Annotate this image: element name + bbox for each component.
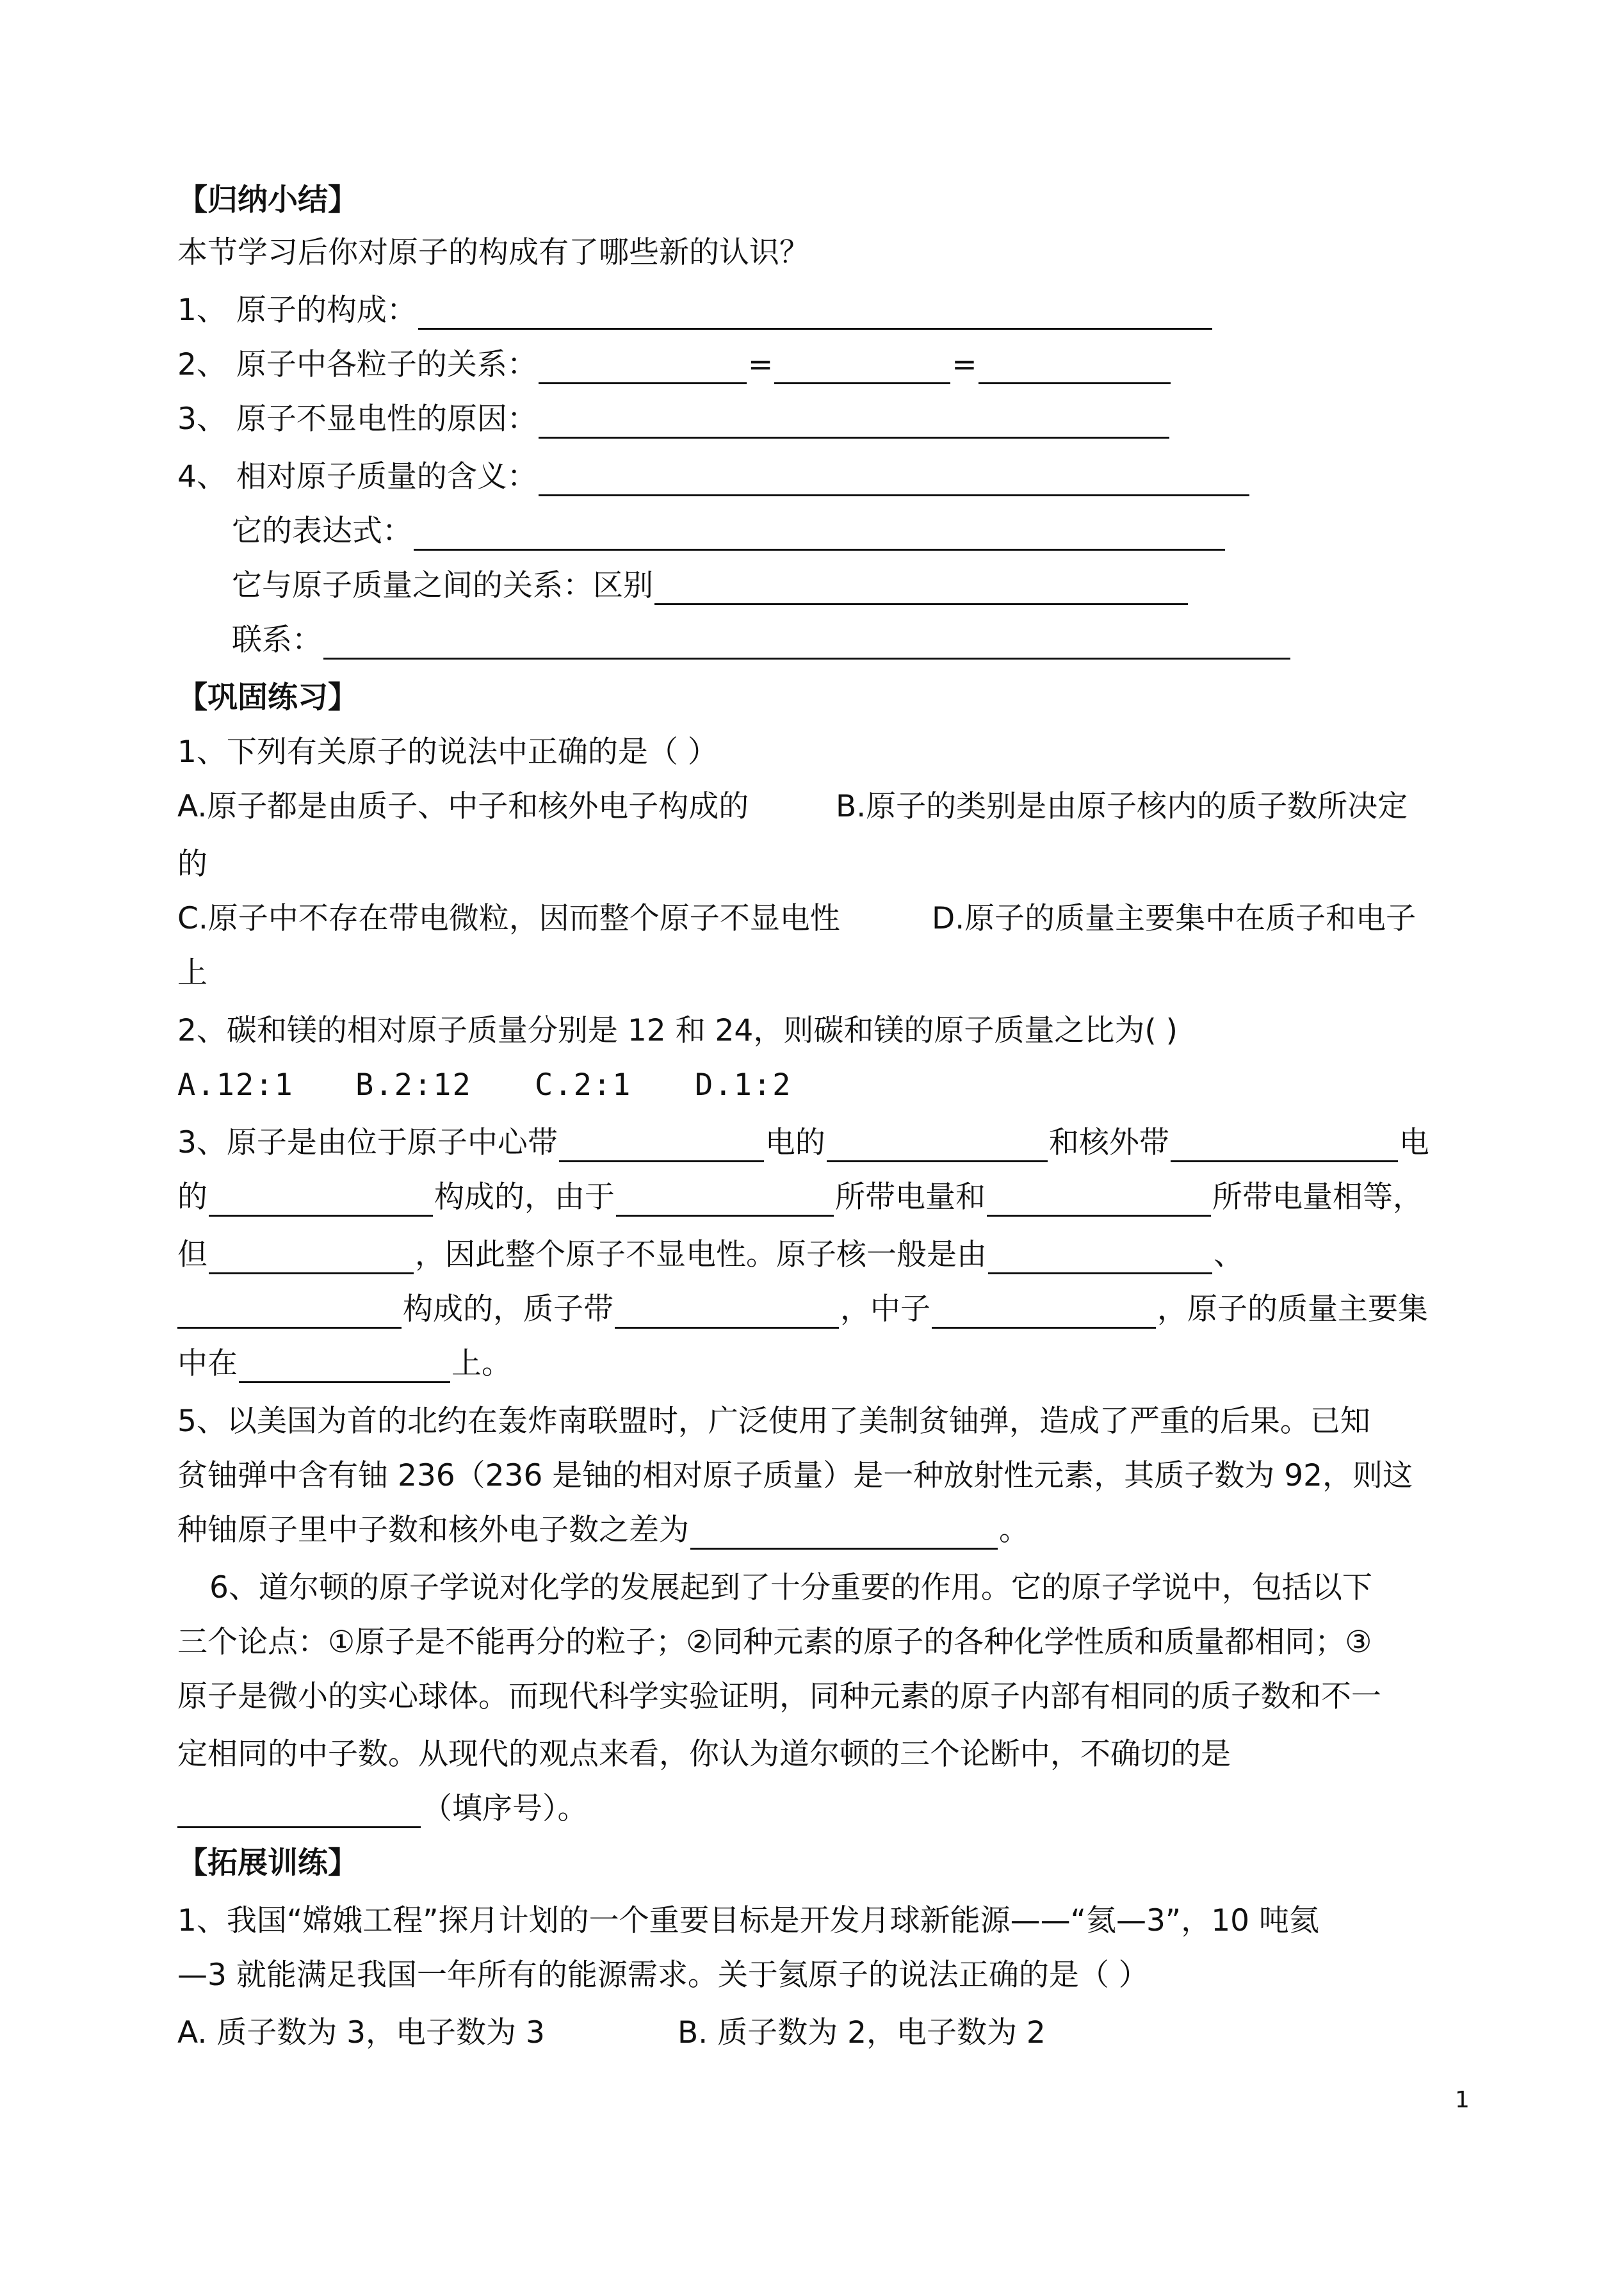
practice-q3-line-1 <box>177 1124 1429 1162</box>
practice-q5-line-2: 贫铀弹中含有铀 236（236 是铀的相对原子质量）是一种放射性元素，其质子数为 92，则这 <box>177 1458 1413 1493</box>
extension-q1-option-b: B. 质子数为 2，电子数为 2 <box>678 2015 1046 2050</box>
practice-q6-line-4: 定相同的中子数。从现代的观点来看，你认为道尔顿的三个论断中，不确切的是 <box>177 1737 1231 1772</box>
practice-q3-line-2 <box>177 1178 1423 1217</box>
q3-text: 但 <box>177 1237 207 1272</box>
q3-text: 和核外带 <box>1048 1125 1169 1160</box>
answer-blank <box>616 1187 834 1217</box>
q5-text: 。 <box>999 1512 1029 1548</box>
summary-item-2 <box>177 346 1172 384</box>
practice-q3-line-4 <box>177 1290 1428 1329</box>
q3-text: 的 <box>177 1180 207 1215</box>
equals-sign: = <box>952 347 977 382</box>
q3-text: 所带电量和 <box>835 1180 986 1215</box>
extension-q1-line-2: —3 就能满足我国一年所有的能源需求。关于氦原子的说法正确的是（ ） <box>177 1958 1149 1993</box>
summary-item-1 <box>177 291 1214 330</box>
practice-q5-line-3 <box>177 1511 1029 1550</box>
answer-blank <box>418 300 1212 330</box>
practice-q2-option-b: B.2:12 <box>355 1067 472 1103</box>
answer-blank <box>774 354 950 384</box>
answer-blank <box>539 354 747 384</box>
answer-blank <box>239 1353 450 1383</box>
practice-q2-stem: 2、碳和镁的相对原子质量分别是 12 和 24，则碳和镁的原子质量之比为( ) <box>177 1013 1178 1048</box>
extension-q1-option-a: A. 质子数为 3，电子数为 3 <box>177 2015 545 2050</box>
practice-q1-option-b: B.原子的类别是由原子核内的质子数所决定 <box>836 789 1408 824</box>
practice-q1-option-d: D.原子的质量主要集中在质子和电子 <box>932 901 1417 936</box>
relation-label: 它与原子质量之间的关系：区别 <box>232 568 653 603</box>
answer-blank <box>690 1520 998 1550</box>
equals-sign: = <box>747 347 774 382</box>
summary-item-3-text: 3、 原子不显电性的原因： <box>177 401 537 437</box>
link-label: 联系： <box>232 622 322 658</box>
q3-text: 上。 <box>451 1346 512 1381</box>
answer-blank <box>414 521 1225 551</box>
practice-q2-option-d: D.1:2 <box>695 1067 792 1103</box>
practice-q1-stem: 1、下列有关原子的说法中正确的是（ ） <box>177 734 718 770</box>
summary-intro: 本节学习后你对原子的构成有了哪些新的认识？ <box>177 235 809 270</box>
q3-text: ，因此整个原子不显电性。原子核一般是由 <box>415 1237 987 1272</box>
answer-blank <box>323 629 1290 660</box>
summary-item-4-text: 4、 相对原子质量的含义： <box>177 459 537 494</box>
q3-text: 、 <box>1214 1237 1244 1272</box>
extension-q1-line-1: 1、我国“嫦娥工程”探月计划的一个重要目标是开发月球新能源——“氦—3”，10 吨氦 <box>177 1903 1319 1938</box>
answer-blank <box>209 1244 414 1274</box>
summary-item-4 <box>177 458 1251 496</box>
q3-text: 构成的，质子带 <box>403 1292 613 1327</box>
q3-text: 所带电量相等， <box>1212 1180 1423 1215</box>
answer-blank <box>615 1299 839 1329</box>
practice-q6-line-5 <box>177 1790 588 1828</box>
answer-blank <box>177 1299 402 1329</box>
q5-text: 种铀原子里中子数和核外电子数之差为 <box>177 1512 689 1548</box>
answer-blank <box>988 1244 1212 1274</box>
summary-heading: 【归纳小结】 <box>177 182 358 218</box>
answer-blank <box>177 1798 421 1828</box>
expression-line <box>232 512 1226 551</box>
summary-item-2-text: 2、 原子中各粒子的关系： <box>177 347 537 382</box>
answer-blank <box>539 466 1249 496</box>
practice-q2-option-a: A.12:1 <box>177 1067 294 1103</box>
extension-heading: 【拓展训练】 <box>177 1845 358 1881</box>
practice-heading: 【巩固练习】 <box>177 680 358 715</box>
practice-q1-option-b-cont: 的 <box>177 847 207 882</box>
q3-text: ，中子 <box>840 1292 930 1327</box>
answer-blank <box>209 1187 433 1217</box>
practice-q1-option-d-cont: 上 <box>177 955 207 991</box>
practice-q2-option-c: C.2:1 <box>535 1067 632 1103</box>
answer-blank <box>1171 1132 1398 1162</box>
q3-text: 电的 <box>765 1125 825 1160</box>
practice-q3-line-3 <box>177 1236 1244 1274</box>
practice-q5-line-1: 5、以美国为首的北约在轰炸南联盟时，广泛使用了美制贫铀弹，造成了严重的后果。已知 <box>177 1404 1370 1439</box>
practice-q1-option-a: A.原子都是由质子、中子和核外电子构成的 <box>177 789 749 824</box>
answer-blank <box>978 354 1171 384</box>
page-number: 1 <box>1455 2087 1470 2113</box>
expression-label: 它的表达式： <box>232 514 412 549</box>
relation-line <box>232 567 1189 605</box>
q3-text: 电 <box>1399 1125 1429 1160</box>
q3-text: 构成的，由于 <box>434 1180 615 1215</box>
practice-q1-option-c: C.原子中不存在带电微粒，因而整个原子不显电性 <box>177 901 840 936</box>
answer-blank <box>827 1132 1048 1162</box>
answer-blank <box>987 1187 1211 1217</box>
q6-text: （填序号）。 <box>422 1791 588 1826</box>
answer-blank <box>654 575 1188 605</box>
q3-text: 3、原子是由位于原子中心带 <box>177 1125 558 1160</box>
summary-item-1-text: 1、 原子的构成： <box>177 293 417 328</box>
summary-item-3 <box>177 400 1171 439</box>
q3-text: ，原子的质量主要集 <box>1157 1292 1428 1327</box>
answer-blank <box>932 1299 1156 1329</box>
q3-text: 中在 <box>177 1346 238 1381</box>
practice-q6-line-1: 6、道尔顿的原子学说对化学的发展起到了十分重要的作用。它的原子学说中，包括以下 <box>209 1570 1372 1605</box>
answer-blank <box>539 409 1169 439</box>
practice-q6-line-3: 原子是微小的实心球体。而现代科学实验证明，同种元素的原子内部有相同的质子数和不一 <box>177 1679 1381 1714</box>
link-line <box>232 621 1292 660</box>
answer-blank <box>559 1132 764 1162</box>
practice-q3-line-5 <box>177 1345 512 1383</box>
practice-q6-line-2: 三个论点：①原子是不能再分的粒子；②同种元素的原子的各种化学性质和质量都相同；③ <box>177 1625 1372 1660</box>
